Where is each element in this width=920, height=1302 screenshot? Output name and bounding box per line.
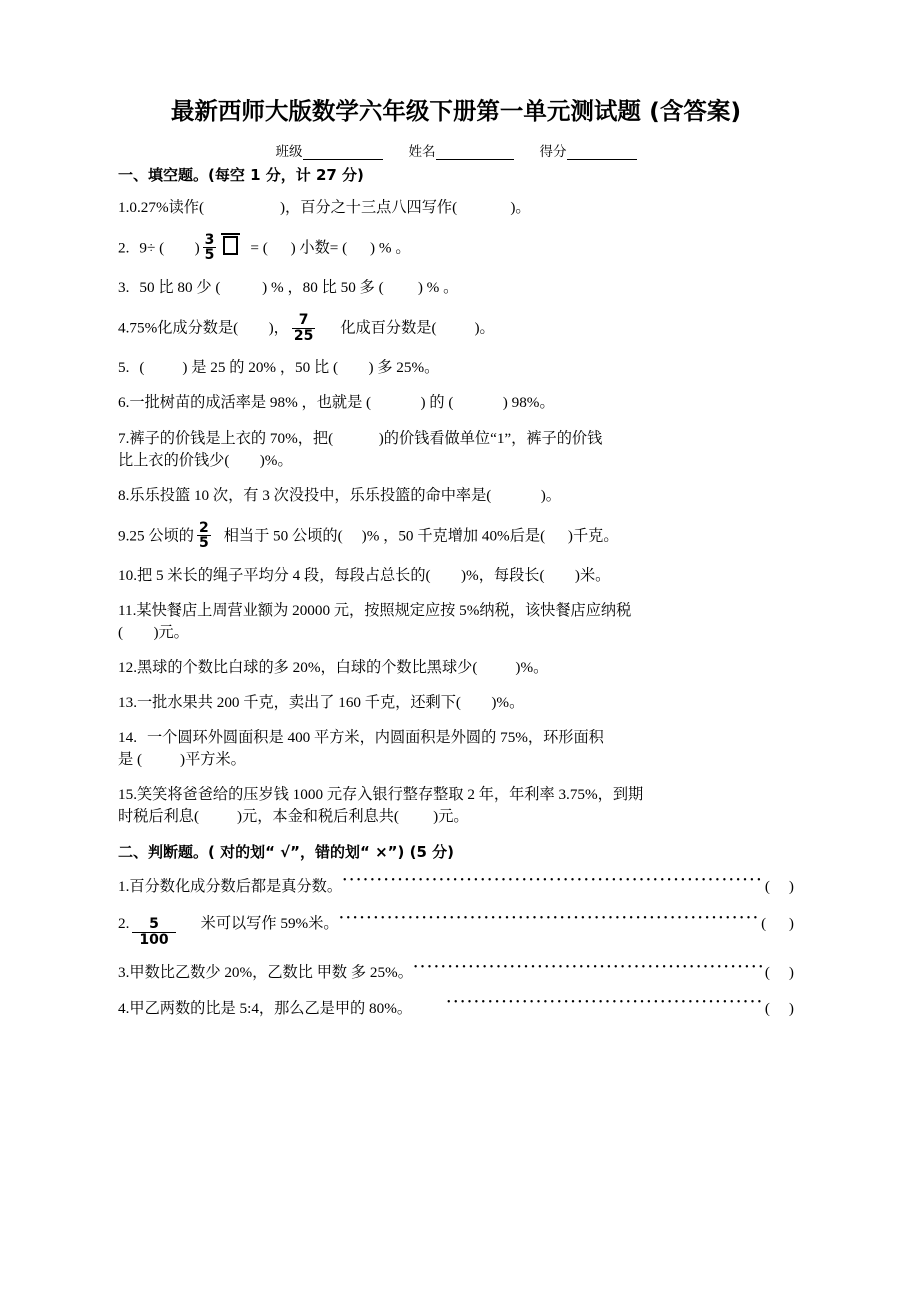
truefalse-item-2-dot-leader <box>340 913 761 928</box>
question-1-blank-2[interactable] <box>457 199 510 216</box>
question-4-fraction-denominator: 25 <box>293 327 314 344</box>
question-4 <box>118 313 794 343</box>
name-input-blank[interactable] <box>436 159 514 160</box>
question-4-fraction <box>292 313 315 343</box>
question-11-number: 11. <box>118 602 137 619</box>
question-11-line-1 <box>118 600 794 622</box>
question-13 <box>118 692 794 714</box>
question-15-line-1 <box>118 784 794 806</box>
question-1 <box>118 197 794 219</box>
question-2-text-a: 9÷ ( <box>139 239 165 257</box>
question-12-text-a: 黑球的个数比白球的多 20%，白球的个数比黑球少( <box>136 659 478 677</box>
truefalse-item-1-dot-leader <box>343 876 764 891</box>
question-14-line-2 <box>118 749 794 771</box>
question-2-number: 2. <box>118 239 130 257</box>
question-3 <box>118 277 794 299</box>
score-field-group <box>540 144 637 160</box>
question-15-blank-1[interactable] <box>199 808 237 825</box>
question-3-text-b: ) % ，80 比 50 多 ( <box>262 279 384 297</box>
question-3-text-a: 50 比 80 少 ( <box>139 279 221 297</box>
question-6-text-a: 一批树苗的成活率是 98% ，也就是 ( <box>129 394 372 412</box>
question-2-fraction-numerator: 3 <box>204 231 215 248</box>
truefalse-item-1-number: 1. <box>118 877 130 895</box>
question-14-text-line1: 一个圆环外圆面积是 400 平方米，内圆面积是外圆的 75%，环形面积 <box>146 729 604 747</box>
question-2-fraction <box>203 233 217 263</box>
student-info-line <box>118 144 794 160</box>
question-7-text-line1-b: )的价钱看做单位“1”，裤子的价钱 <box>378 429 603 447</box>
question-9-number: 9. <box>118 527 130 545</box>
question-11-blank-1[interactable] <box>123 624 153 641</box>
question-4-text-c: 化成百分数是( <box>340 319 437 337</box>
question-11-text-line2-b: )元。 <box>153 624 189 642</box>
question-6-blank-2[interactable] <box>453 394 502 411</box>
question-9-text-b: 相当于 50 公顷的( <box>223 527 343 545</box>
question-4-fraction-numerator: 7 <box>292 313 315 329</box>
question-9-text-a: 25 公顷的 <box>129 527 194 545</box>
question-7-text-line2-a: 比上衣的价钱少( <box>118 451 230 469</box>
question-11-line-2 <box>118 622 794 644</box>
truefalse-item-3 <box>118 962 794 984</box>
question-1-text-b: )，百分之十三点八四写作( <box>280 198 458 216</box>
section-1-heading: 一、填空题。(每空 1 分，计 27 分) <box>118 166 364 185</box>
question-1-text-a: 0.27%读作( <box>129 198 205 216</box>
question-8-text-b: )。 <box>540 486 561 504</box>
question-5-number: 5. <box>118 359 130 377</box>
truefalse-item-4-number: 4. <box>118 999 130 1017</box>
missing-glyph-box-icon <box>223 236 238 255</box>
question-14-number: 14. <box>118 729 137 747</box>
name-label: 姓名 <box>408 144 436 160</box>
question-10 <box>118 565 794 587</box>
question-6-number: 6. <box>118 394 130 412</box>
question-7-line-2 <box>118 450 794 472</box>
truefalse-item-3-answer-blank[interactable]: ( ) <box>764 964 794 982</box>
truefalse-item-2-answer-blank[interactable]: ( ) <box>761 914 794 932</box>
page-title: 最新西师大版数学六年级下册第一单元测试题 (含答案) <box>170 97 742 125</box>
truefalse-item-3-text: 甲数比乙数少 20%，乙数比 甲数 多 25%。 <box>129 964 413 982</box>
question-15-text-line2-c: )元。 <box>433 808 469 826</box>
truefalse-item-2-text: 米可以写作 59%米。 <box>200 914 339 932</box>
truefalse-item-4 <box>118 998 794 1020</box>
question-6-text-b: ) 的 ( <box>420 394 454 412</box>
question-2-text-c: ) 小数= ( <box>290 239 348 257</box>
question-15-line-2 <box>118 806 794 828</box>
question-13-blank-1[interactable] <box>461 694 491 711</box>
question-10-text-b: )%，每段长( <box>460 566 545 584</box>
question-15 <box>118 784 794 828</box>
truefalse-item-4-text: 甲乙两数的比是 5:4，那么乙是甲的 80%。 <box>129 999 413 1017</box>
question-5-text-c: ) 多 25%。 <box>368 359 440 377</box>
truefalse-item-1 <box>118 876 794 898</box>
question-14-line-1 <box>118 727 794 749</box>
score-label: 得分 <box>539 144 567 160</box>
class-label: 班级 <box>275 144 303 160</box>
question-9-text-d: )千克。 <box>567 527 619 545</box>
question-13-text-a: 一批水果共 200 千克，卖出了 160 千克，还剩下( <box>136 694 461 712</box>
section-2-heading: 二、判断题。( 对的划“ √”，错的划“ ×”) (5 分) <box>118 843 454 862</box>
question-15-text-line1: 笑笑将爸爸给的压岁钱 1000 元存入银行整存整取 2 年，年利率 3.75%，到期 <box>136 786 644 804</box>
question-12-number: 12. <box>118 659 137 677</box>
question-8-blank-1[interactable] <box>491 487 540 504</box>
question-13-number: 13. <box>118 694 137 712</box>
question-13-text-b: )%。 <box>491 694 525 712</box>
question-4-blank-2[interactable] <box>437 319 475 336</box>
question-3-blank-2[interactable] <box>384 279 418 296</box>
question-12-text-b: )%。 <box>515 659 549 677</box>
question-5-text-b: ) 是 25 的 20% ，50 比 ( <box>182 359 339 377</box>
question-2-blank-3[interactable] <box>347 239 370 256</box>
question-9-fraction-denominator: 5 <box>198 535 209 552</box>
question-4-number: 4. <box>118 319 130 337</box>
question-7 <box>118 428 794 472</box>
question-14-text-line2-b: )平方米。 <box>180 751 246 769</box>
question-4-text-d: )。 <box>474 319 495 337</box>
question-4-blank-1[interactable] <box>238 319 268 336</box>
question-2-text-b: = ( <box>250 239 268 257</box>
question-10-blank-2[interactable] <box>545 567 575 584</box>
question-9 <box>118 521 794 551</box>
question-2: 2. 9÷ ( ) $\frac{3}{5}$ = ( ) 小数= ( ) % 。 <box>118 231 411 264</box>
question-5-blank-1[interactable] <box>144 359 182 376</box>
truefalse-item-3-number: 3. <box>118 964 130 982</box>
question-6 <box>118 392 794 414</box>
truefalse-item-3-dot-leader <box>414 962 764 977</box>
question-11-text-line1: 某快餐店上周营业额为 20000 元，按照规定应按 5%纳税，该快餐店应纳税 <box>136 602 632 619</box>
class-input-blank[interactable] <box>303 159 383 160</box>
question-9-blank-1[interactable] <box>343 527 362 544</box>
page-content <box>118 0 794 1020</box>
question-14-text-line2-a: 是 ( <box>118 751 143 769</box>
question-8-number: 8. <box>118 486 130 504</box>
question-10-blank-1[interactable] <box>431 567 461 584</box>
truefalse-item-2-fraction <box>132 917 175 947</box>
question-11-text-line2-a: ( <box>118 624 124 642</box>
question-15-number: 15. <box>118 786 137 804</box>
truefalse-item-2-fraction-numerator: 5 <box>132 917 175 933</box>
truefalse-item-2-number: 2. <box>118 914 130 932</box>
question-2-text-d: ) % 。 <box>370 239 411 257</box>
question-6-blank-1[interactable] <box>371 394 420 411</box>
question-9-text-c: )% ，50 千克增加 40%后是( <box>361 527 546 545</box>
question-4-text-b: )， <box>268 319 289 337</box>
question-7-number: 7. <box>118 429 130 447</box>
question-1-text-c: )。 <box>510 198 531 216</box>
truefalse-item-2 <box>118 913 794 948</box>
question-4-text-a: 75%化成分数是( <box>129 319 239 337</box>
question-15-text-line2-b: )元，本金和税后利息共( <box>236 808 399 826</box>
truefalse-item-4-dot-leader <box>447 998 764 1013</box>
question-15-blank-2[interactable] <box>399 808 433 825</box>
truefalse-item-4-answer-blank[interactable]: ( ) <box>764 999 794 1017</box>
question-7-text-line1-a: 裤子的价钱是上衣的 70%，把( <box>129 429 334 447</box>
name-field-group <box>409 144 514 160</box>
question-3-number: 3. <box>118 279 130 297</box>
question-14 <box>118 727 794 771</box>
question-3-blank-1[interactable] <box>220 279 262 296</box>
question-12-blank-1[interactable] <box>477 659 515 676</box>
question-9-fraction-numerator: 2 <box>198 519 209 536</box>
question-9-blank-2[interactable] <box>545 527 568 544</box>
question-7-line-1 <box>118 428 794 450</box>
class-field-group <box>276 144 383 160</box>
question-5-text-a: ( <box>139 359 145 377</box>
question-1-number: 1. <box>118 198 130 216</box>
question-14-blank-1[interactable] <box>142 751 180 768</box>
question-8-text-a: 乐乐投篮 10 次，有 3 次没投中，乐乐投篮的命中率是( <box>129 486 492 504</box>
question-6-text-c: ) 98%。 <box>502 394 555 412</box>
truefalse-item-1-answer-blank[interactable]: ( ) <box>764 877 794 895</box>
question-2-blank-2[interactable] <box>268 239 291 256</box>
question-1-blank-1[interactable] <box>204 199 280 216</box>
question-11 <box>118 600 794 644</box>
question-7-blank-1[interactable] <box>333 430 379 447</box>
question-10-text-a: 把 5 米长的绳子平均分 4 段，每段占总长的( <box>136 566 431 584</box>
question-10-text-c: )米。 <box>574 566 611 584</box>
question-9-fraction <box>197 521 211 551</box>
truefalse-item-2-fraction-denominator: 100 <box>139 931 169 948</box>
question-15-text-line2-a: 时税后利息( <box>118 808 199 826</box>
question-12 <box>118 657 794 679</box>
question-7-blank-2[interactable] <box>229 452 259 469</box>
score-input-blank[interactable] <box>567 159 637 160</box>
question-5 <box>118 357 794 379</box>
question-7-text-line2-b: )%。 <box>259 451 293 469</box>
question-2-fraction-denominator: 5 <box>204 247 215 264</box>
truefalse-item-1-text: 百分数化成分数后都是真分数。 <box>129 877 343 895</box>
question-10-number: 10. <box>118 566 137 584</box>
question-3-text-c: ) % 。 <box>417 279 459 297</box>
question-2-blank-1[interactable] <box>164 239 194 256</box>
question-5-blank-2[interactable] <box>338 359 368 376</box>
question-8 <box>118 485 794 507</box>
